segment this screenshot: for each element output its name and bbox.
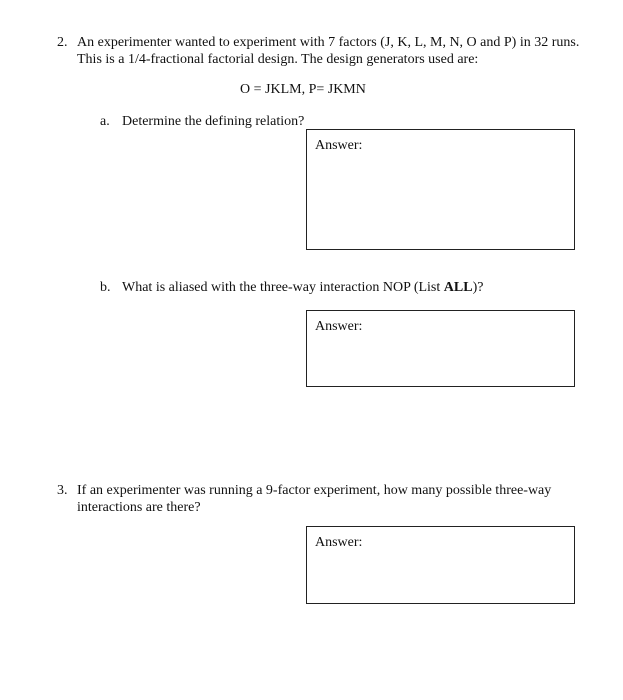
part-b-question-bold: ALL: [443, 280, 473, 295]
part-a-question: Determine the defining relation?: [122, 114, 305, 129]
part-b-question-pre: What is aliased with the three-way interaction NOP (List: [122, 280, 444, 295]
part-b-answer-box[interactable]: [306, 310, 575, 387]
design-generators: O = JKLM, P= JKMN: [240, 82, 366, 97]
question-3-number: 3.: [57, 483, 68, 498]
part-a-label: a.: [100, 114, 110, 129]
question-3-line-2: interactions are there?: [77, 500, 201, 515]
part-b-answer-label: Answer:: [315, 319, 363, 334]
question-2-line-2: This is a 1/4-fractional factorial design. The design generators used are:: [77, 52, 479, 67]
question-2-line-1: An experimenter wanted to experiment with 7 factors (J, K, L, M, N, O and P) in 32 runs.: [77, 35, 580, 50]
part-b-label: b.: [100, 280, 111, 295]
part-a-answer-box[interactable]: [306, 129, 575, 250]
part-a-answer-label: Answer:: [315, 138, 363, 153]
part-b-question: [122, 279, 483, 296]
question-3-answer-label: Answer:: [315, 535, 363, 550]
part-b-question-post: )?: [472, 280, 484, 295]
question-2-number: 2.: [57, 35, 68, 50]
question-3-line-1: If an experimenter was running a 9-factor experiment, how many possible three-way: [77, 483, 552, 498]
question-3-answer-box[interactable]: [306, 526, 575, 604]
